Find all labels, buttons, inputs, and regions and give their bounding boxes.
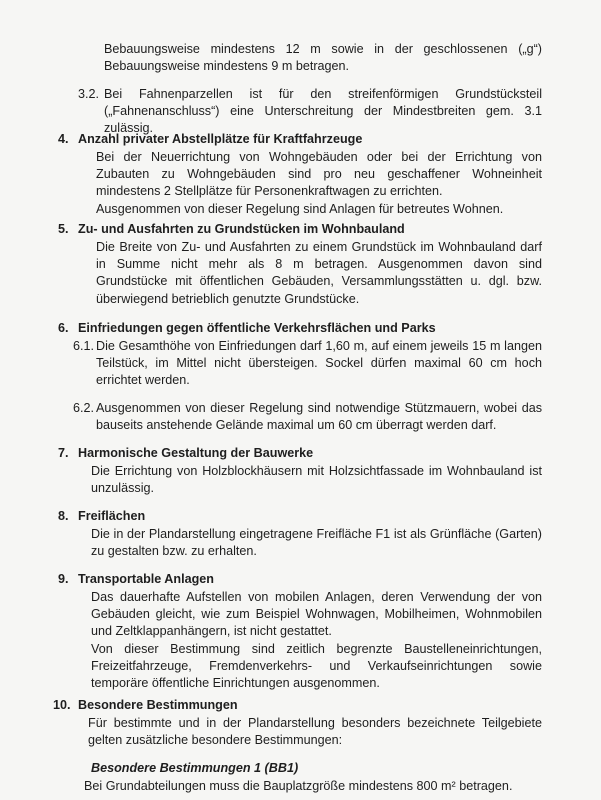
bb1-heading: Besondere Bestimmungen 1 (BB1) <box>91 761 299 775</box>
section-8-heading: Freiflächen <box>78 509 146 523</box>
section-3-2-paragraph <box>104 86 542 138</box>
section-5-body <box>96 239 542 308</box>
bb1-body <box>84 778 542 795</box>
section-9-paragraph-2: Von dieser Bestimmung sind zeitlich begrenzte Baustelleneinrichtungen, Freizeitfahrzeuge, Fremdenverkehrs- und Verkaufseinrichtungen sowie temporäre öffentliche Einrichtungen ausgenommen. <box>91 641 542 691</box>
section-7-body <box>91 463 542 497</box>
section-6-number: 6. <box>58 321 69 335</box>
section-6-1-paragraph <box>96 338 542 390</box>
section-8-paragraph-1: Die in der Plandarstellung eingetragene Freifläche F1 ist als Grünfläche (Garten) zu gestalten bzw. zu erhalten. <box>91 527 542 559</box>
section-7-number: 7. <box>58 446 69 460</box>
section-6-2-paragraph <box>96 400 542 434</box>
bb1-paragraph-1: Bei Grundabteilungen muss die Bauplatzgröße mindestens 800 m² betragen. <box>84 779 513 793</box>
section-6-2-number: 6.2. <box>73 401 95 415</box>
intro-text: Bebauungsweise mindestens 12 m sowie in der geschlossenen („g“) Bebauungsweise mindestens 9 m betragen. <box>104 42 542 74</box>
section-4-body <box>96 149 542 218</box>
section-10-heading: Besondere Bestimmungen <box>78 698 238 712</box>
intro-paragraph <box>104 41 542 75</box>
section-5-paragraph-1: Die Breite von Zu- und Ausfahrten zu einem Grundstück im Wohnbauland darf in Summe nicht mehr als 8 m betragen. Ausgenommen davon sind Grundstücke mit öffentlichen Gebäuden, Versammlungsstätten u. dgl. bzw. überwiegend betrieblich genutzte Grundstücke. <box>96 240 542 306</box>
section-7-paragraph-1: Die Errichtung von Holzblockhäusern mit Holzsichtfassade im Wohnbauland ist unzulässig. <box>91 464 542 496</box>
section-6-heading: Einfriedungen gegen öffentliche Verkehrsflächen und Parks <box>78 321 436 335</box>
section-4-paragraph-1: Bei der Neuerrichtung von Wohngebäuden oder bei der Errichtung von Zubauten zu Wohngebäuden sind pro neu geschaffener Wohneinheit mindestens 2 Stellplätze für Personenkraftwagen zu errichten. <box>96 150 542 199</box>
section-10-number: 10. <box>53 698 71 712</box>
section-5-heading: Zu- und Ausfahrten zu Grundstücken im Wohnbauland <box>78 222 405 236</box>
section-10-paragraph-1: Für bestimmte und in der Plandarstellung besonders bezeichnete Teilgebiete gelten zusätzliche besondere Bestimmungen: <box>88 716 542 748</box>
section-5-number: 5. <box>58 222 69 236</box>
section-3-2-text: Bei Fahnenparzellen ist für den streifenförmigen Grundstücksteil („Fahnenanschluss“) eine Unterschreitung der Mindestbreiten gem. 3.1 zulässig. <box>104 87 542 136</box>
section-4-heading: Anzahl privater Abstellplätze für Kraftfahrzeuge <box>78 132 363 146</box>
section-9-paragraph-1: Das dauerhafte Aufstellen von mobilen Anlagen, deren Verwendung der von Gebäuden gleicht, wie zum Beispiel Wohnwagen, Mobilheimen, Wohnmobilen und Zeltklappanhängern, ist nicht gestattet. <box>91 590 542 639</box>
section-6-1-text: Die Gesamthöhe von Einfriedungen darf 1,60 m, auf einem jeweils 15 m langen Teilstück, im Mittel nicht übersteigen. Sockel dürfen maximal 60 cm hoch errichtet werden. <box>96 339 542 388</box>
section-8-body <box>91 526 542 560</box>
section-9-body <box>91 589 542 692</box>
section-4-paragraph-2: Ausgenommen von dieser Regelung sind Anlagen für betreutes Wohnen. <box>96 201 504 216</box>
section-6-2-text: Ausgenommen von dieser Regelung sind notwendige Stützmauern, wobei das bauseits anstehende Gelände maximal um 60 cm überragt werden darf. <box>96 401 542 433</box>
section-7-heading: Harmonische Gestaltung der Bauwerke <box>78 446 314 460</box>
section-8-number: 8. <box>58 509 69 523</box>
section-6-1-number: 6.1. <box>73 339 95 353</box>
section-4-number: 4. <box>58 132 69 146</box>
section-9-heading: Transportable Anlagen <box>78 572 214 586</box>
section-3-2-number: 3.2. <box>78 87 100 101</box>
section-10-body <box>88 715 542 749</box>
section-9-number: 9. <box>58 572 69 586</box>
